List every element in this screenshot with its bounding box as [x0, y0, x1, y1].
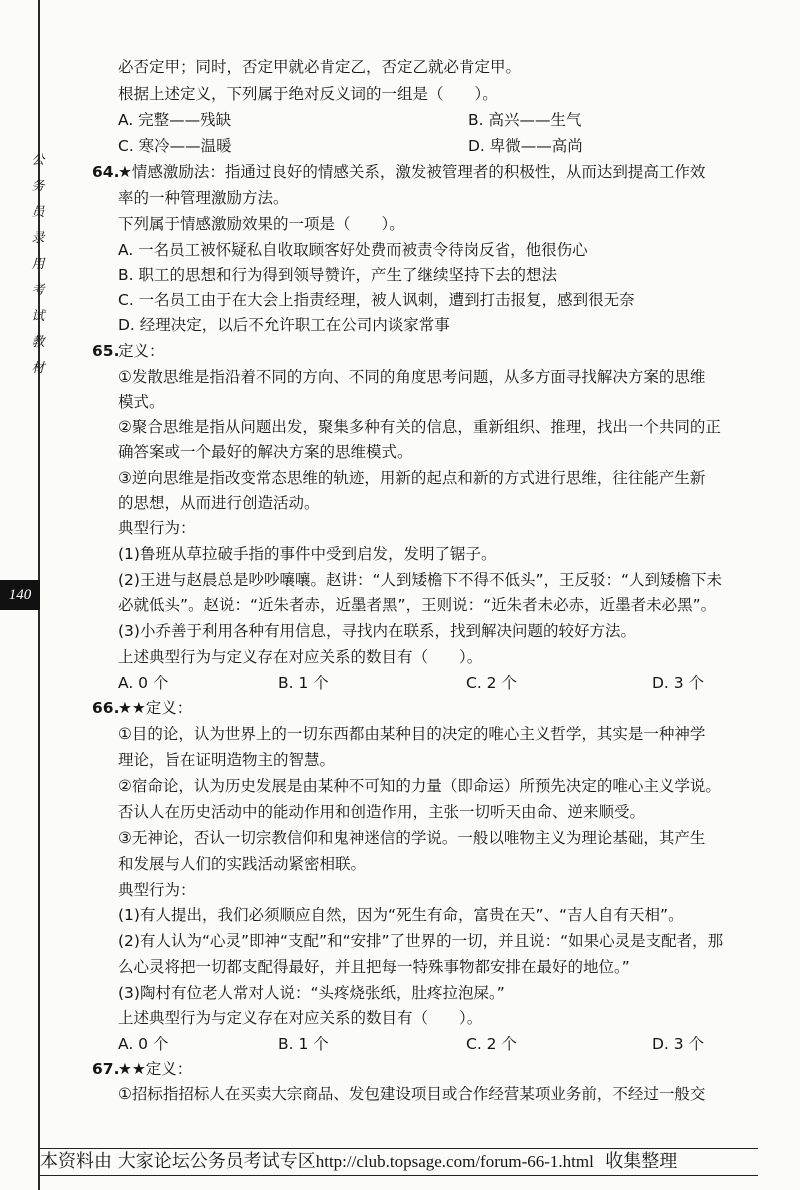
definition-text: ③逆向思维是指改变常态思维的轨迹，用新的起点和新的方式进行思维，往往能产生新 — [118, 469, 706, 487]
option-c: C. 2 个 — [466, 1035, 517, 1053]
question-number: 67. — [92, 1060, 120, 1078]
definition-text: 的思想，从而进行创造活动。 — [118, 494, 320, 512]
option-b: B. 1 个 — [278, 1035, 329, 1053]
definition-text: 模式。 — [118, 393, 165, 411]
behavior-text: (2)有人认为“心灵”即神“支配”和“安排”了世界的一切，并且说：“如果心灵是支配者，那 — [118, 932, 724, 950]
book-title-char: 教 — [31, 335, 45, 350]
section-label: 定义： — [118, 342, 165, 360]
behavior-text: (1)有人提出，我们必须顺应自然，因为“死生有命，富贵在天”、“吉人自有天相”。 — [118, 906, 684, 924]
option-b: B. 1 个 — [278, 674, 329, 692]
definition-text: ①招标指招标人在买卖大宗商品、发包建设项目或合作经营某项业务前，不经过一般交 — [118, 1085, 706, 1103]
option-b: B. 职工的思想和行为得到领导赞许，产生了继续坚持下去的想法 — [118, 266, 557, 284]
source-footer — [40, 1148, 758, 1176]
option-c: C. 寒冷——温暖 — [118, 137, 232, 155]
behavior-text: (3)小乔善于利用各种有用信息，寻找内在联系，找到解决问题的较好方法。 — [118, 622, 636, 640]
behavior-text: (3)陶村有位老人常对人说：“头疼烧张纸，肚疼拉泡屎。” — [118, 984, 505, 1002]
section-label: 典型行为： — [118, 519, 196, 537]
book-title-char: 务 — [31, 179, 45, 194]
book-title-char: 员 — [31, 205, 45, 220]
option-c: C. 一名员工由于在大会上指责经理，被人讽刺，遭到打击报复，感到很无奈 — [118, 291, 635, 309]
book-title-char: 考 — [31, 283, 45, 298]
question-stem: 根据上述定义，下列属于绝对反义词的一组是（ ）。 — [118, 85, 498, 103]
section-label: ★★定义： — [118, 1060, 193, 1078]
option-d: D. 卑微——高尚 — [468, 137, 583, 155]
book-title-char: 用 — [31, 257, 45, 272]
behavior-text: 必就低头”。赵说：“近朱者赤，近墨者黑”，王则说：“近朱者未必赤，近墨者未必黑”。 — [118, 596, 717, 614]
option-b: B. 高兴——生气 — [468, 111, 582, 129]
book-title-char: 录 — [31, 231, 45, 246]
section-label: ★★定义： — [118, 699, 193, 717]
footer-url-link[interactable]: http://club.topsage.com/forum-66-1.html — [315, 1152, 594, 1171]
definition-text: ③无神论，否认一切宗教信仰和鬼神迷信的学说。一般以唯物主义为理论基础，其产生 — [118, 829, 706, 847]
definition-text: ②聚合思维是指从问题出发，聚集多种有关的信息，重新组织、推理，找出一个共同的正 — [118, 418, 721, 436]
question-stem: 上述典型行为与定义存在对应关系的数目有（ ）。 — [118, 648, 483, 666]
behavior-text: 么心灵将把一切都支配得最好，并且把每一特殊事物都安排在最好的地位。” — [118, 958, 630, 976]
definition-text: 理论，旨在证明造物主的智慧。 — [118, 751, 336, 769]
definition-text: 否认人在历史活动中的能动作用和创造作用，主张一切听天由命、逆来顺受。 — [118, 803, 646, 821]
option-d: D. 经理决定，以后不允许职工在公司内谈家常事 — [118, 316, 450, 334]
behavior-text: (1)鲁班从草拉破手指的事件中受到启发，发明了锯子。 — [118, 545, 497, 563]
definition-text: ①目的论，认为世界上的一切东西都由某种目的决定的唯心主义哲学，其实是一种神学 — [118, 725, 706, 743]
question-number: 66. — [92, 699, 120, 717]
option-a: A. 一名员工被怀疑私自收取顾客好处费而被责令待岗反省，他很伤心 — [118, 241, 588, 259]
footer-prefix: 本资料由 大家论坛公务员考试专区 — [40, 1151, 316, 1172]
option-d: D. 3 个 — [652, 1035, 705, 1053]
question-number: 65. — [92, 342, 120, 360]
definition-text: ②宿命论，认为历史发展是由某种不可知的力量（即命运）所预先决定的唯心主义学说。 — [118, 777, 721, 795]
behavior-text: (2)王进与赵晨总是吵吵嚷嚷。赵讲：“人到矮檐下不得不低头”，王反驳：“人到矮檐下未 — [118, 571, 723, 589]
option-d: D. 3 个 — [652, 674, 705, 692]
definition-text: 和发展与人们的实践活动紧密相联。 — [118, 855, 367, 873]
question-stem: 上述典型行为与定义存在对应关系的数目有（ ）。 — [118, 1009, 483, 1027]
book-title-char: 公 — [31, 153, 45, 168]
option-c: C. 2 个 — [466, 674, 517, 692]
option-a: A. 完整——残缺 — [118, 111, 232, 129]
footer-suffix: 收集整理 — [605, 1151, 678, 1172]
question-stem: 下列属于情感激励效果的一项是（ ）。 — [118, 215, 405, 233]
section-label: 典型行为： — [118, 881, 196, 899]
definition-text: ★情感激励法：指通过良好的情感关系，激发被管理者的积极性，从而达到提高工作效 — [118, 163, 706, 181]
definition-text: 确答案或一个最好的解决方案的思维模式。 — [118, 443, 413, 461]
page-number-tab: 140 — [0, 580, 40, 610]
definition-text: 率的一种管理激励方法。 — [118, 189, 289, 207]
book-title-char: 试 — [31, 309, 45, 324]
option-a: A. 0 个 — [118, 1035, 169, 1053]
text-line: 必否定甲；同时，否定甲就必肯定乙，否定乙就必肯定甲。 — [118, 58, 522, 76]
question-number: 64. — [92, 163, 120, 181]
definition-text: ①发散思维是指沿着不同的方向、不同的角度思考问题，从多方面寻找解决方案的思维 — [118, 368, 706, 386]
book-title-char: 材 — [31, 361, 45, 376]
option-a: A. 0 个 — [118, 674, 169, 692]
book-title-vertical — [24, 148, 52, 382]
